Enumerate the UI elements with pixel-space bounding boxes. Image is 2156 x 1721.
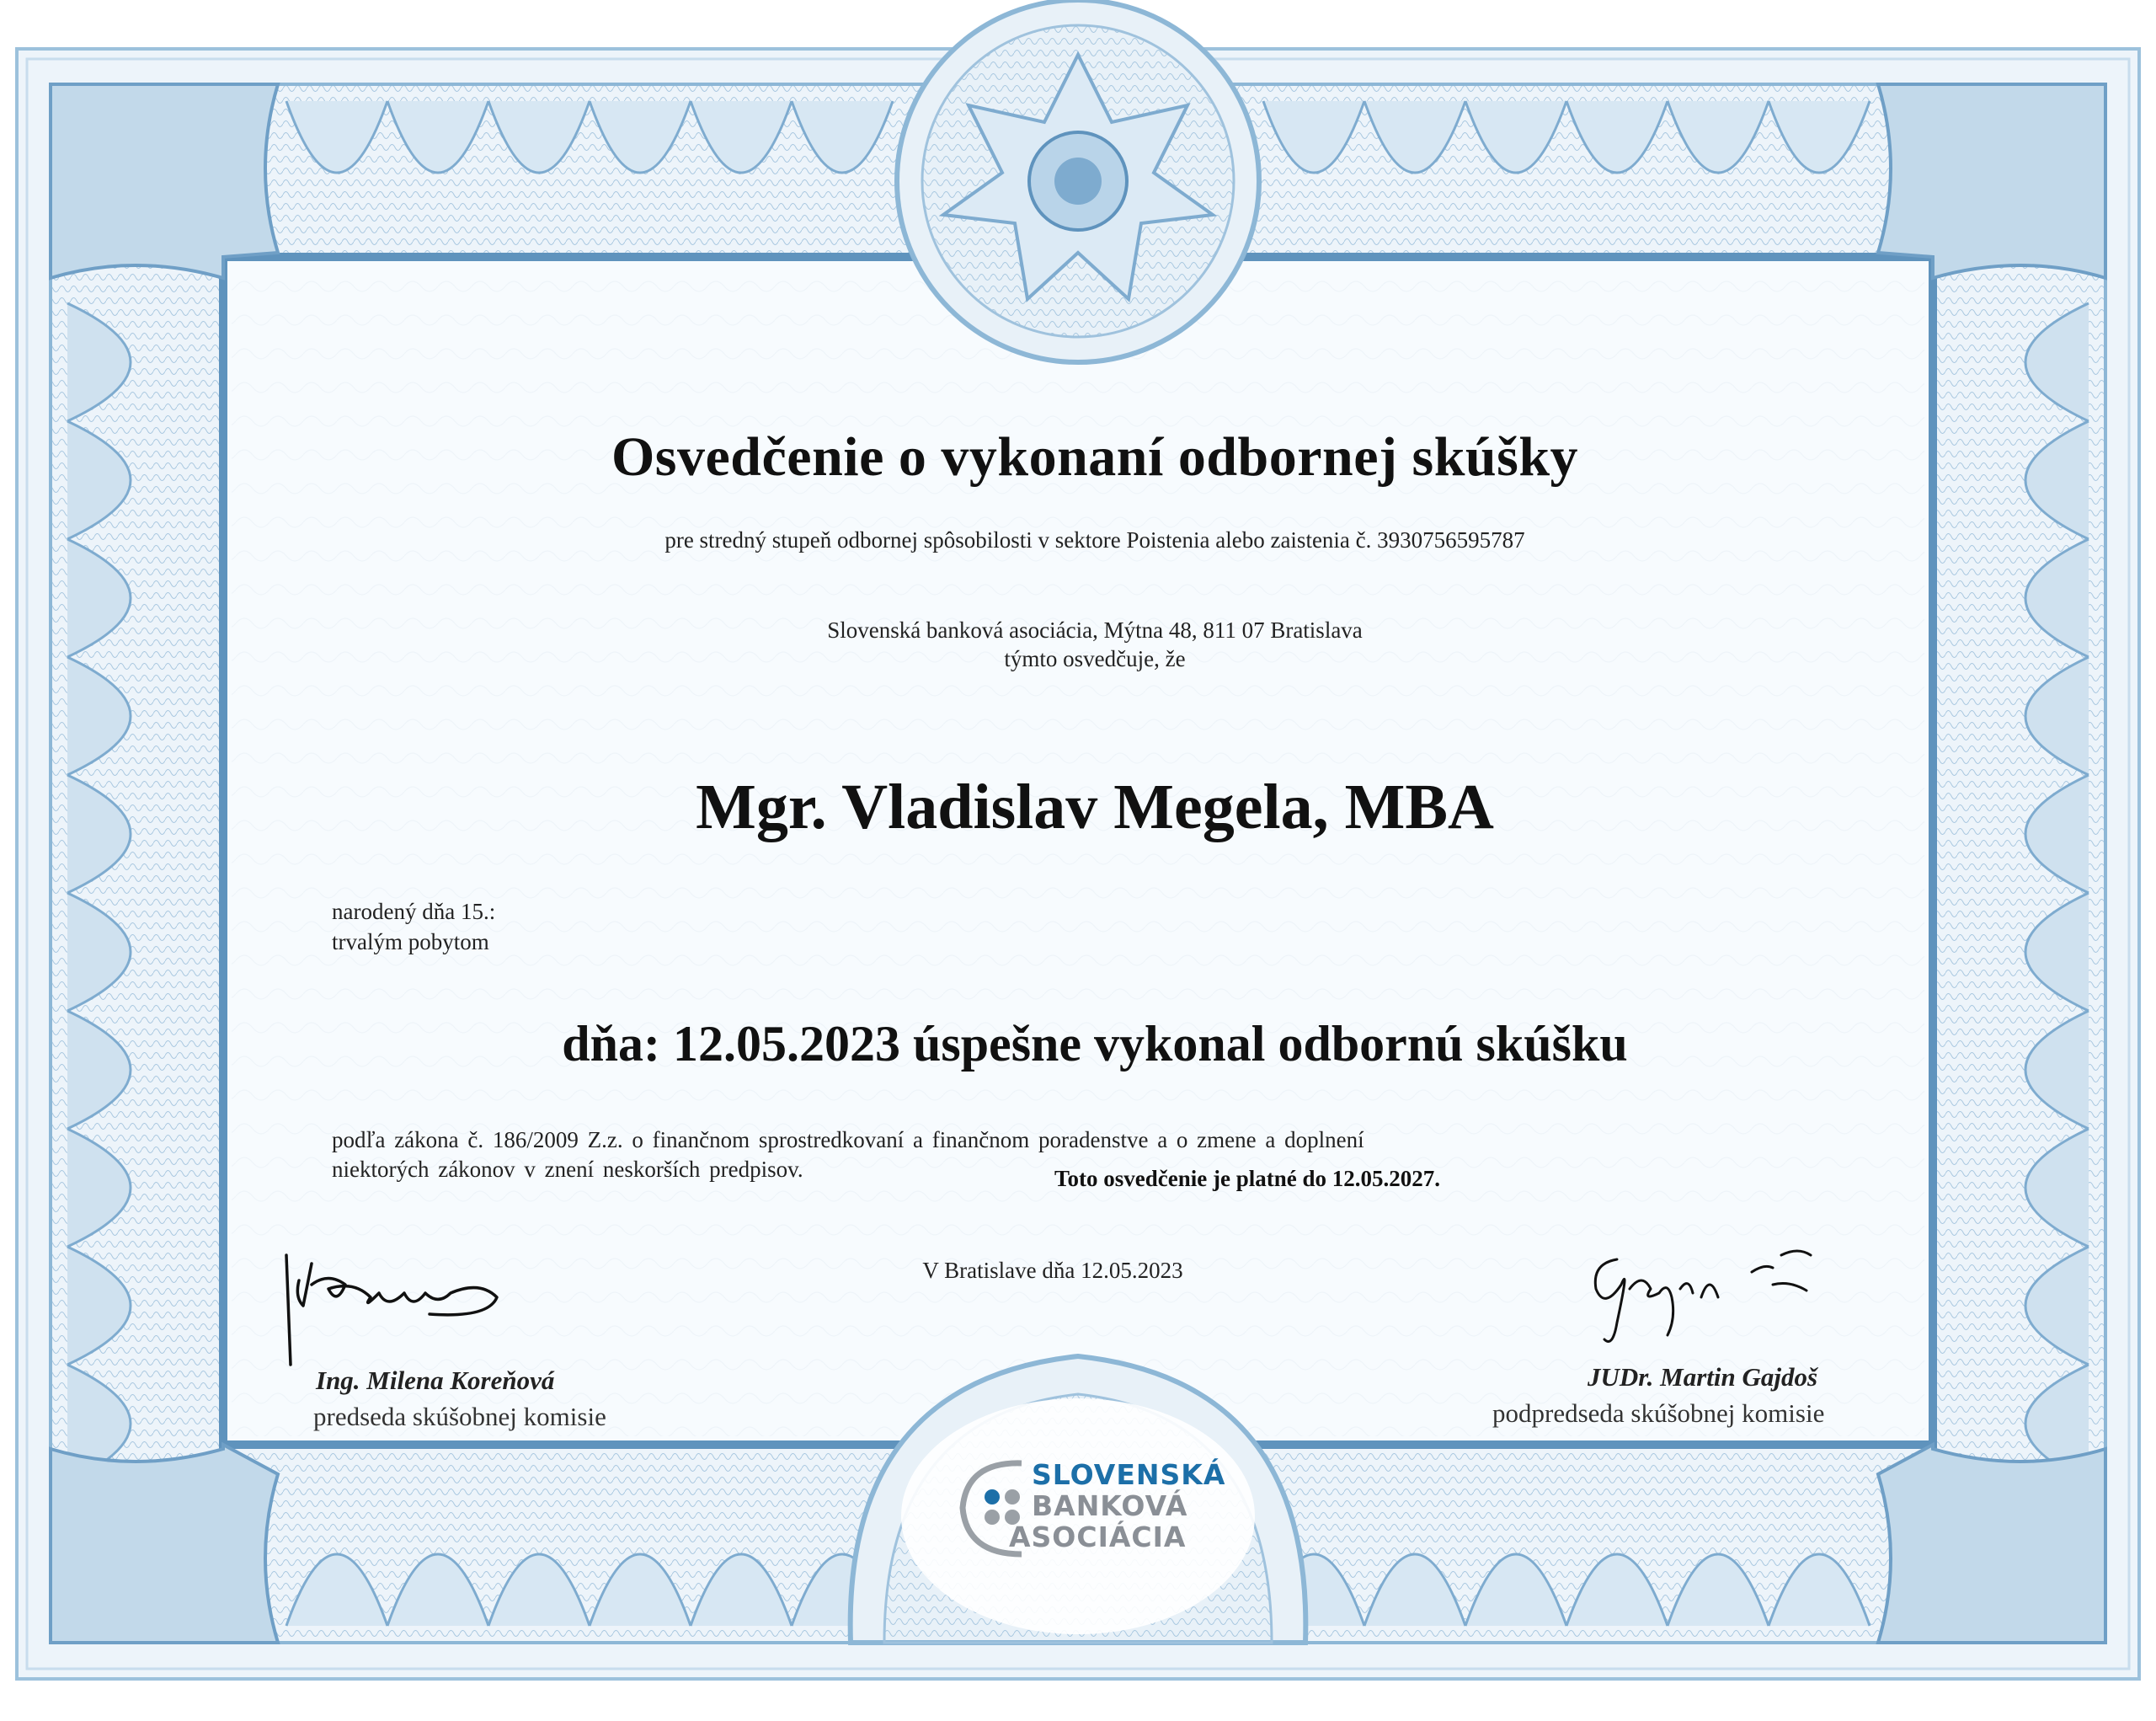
residence-line: trvalým pobytom <box>332 929 489 954</box>
issuer-address: Slovenská banková asociácia, Mýtna 48, 811 07 Bratislava <box>827 617 1363 643</box>
top-medallion <box>897 0 1259 362</box>
certificate-title: Osvedčenie o vykonaní odbornej skúšky <box>611 426 1579 488</box>
law-reference-line-1: podľa zákona č. 186/2009 Z.z. o finančnom sprostredkovaní a finančnom poradenstve a o zmene a doplnení <box>332 1127 1364 1152</box>
logo-line-3: ASOCIÁCIA <box>1009 1521 1187 1553</box>
logo-line-1: SLOVENSKÁ <box>1032 1458 1226 1491</box>
signature-right <box>1583 1238 1836 1356</box>
left-signatory-name: Ing. Milena Koreňová <box>316 1366 555 1395</box>
right-signatory-role: podpredseda skúšobnej komisie <box>1492 1398 1825 1428</box>
exam-passed-line: dňa: 12.05.2023 úspešne vykonal odbornú skúšku <box>562 1016 1628 1072</box>
place-and-date: V Bratislave dňa 12.05.2023 <box>922 1258 1183 1283</box>
issuer-statement: týmto osvedčuje, že <box>1004 646 1186 671</box>
signature-left <box>278 1247 505 1373</box>
law-reference-line-2: niektorých zákonov v znení neskorších predpisov. <box>332 1157 803 1182</box>
birth-date-line: narodený dňa 15.: <box>332 899 496 924</box>
left-signatory-role: predseda skúšobnej komisie <box>313 1402 606 1431</box>
right-signatory-name: JUDr. Martin Gajdoš <box>1588 1362 1818 1392</box>
certificate-subtitle: pre stredný stupeň odbornej spôsobilosti v sektore Poistenia alebo zaistenia č. 3930756595787 <box>664 527 1525 553</box>
validity-statement: Toto osvedčenie je platné do 12.05.2027. <box>1054 1166 1440 1191</box>
holder-name: Mgr. Vladislav Megela, MBA <box>696 772 1494 842</box>
logo-line-2: BANKOVÁ <box>1032 1489 1188 1522</box>
